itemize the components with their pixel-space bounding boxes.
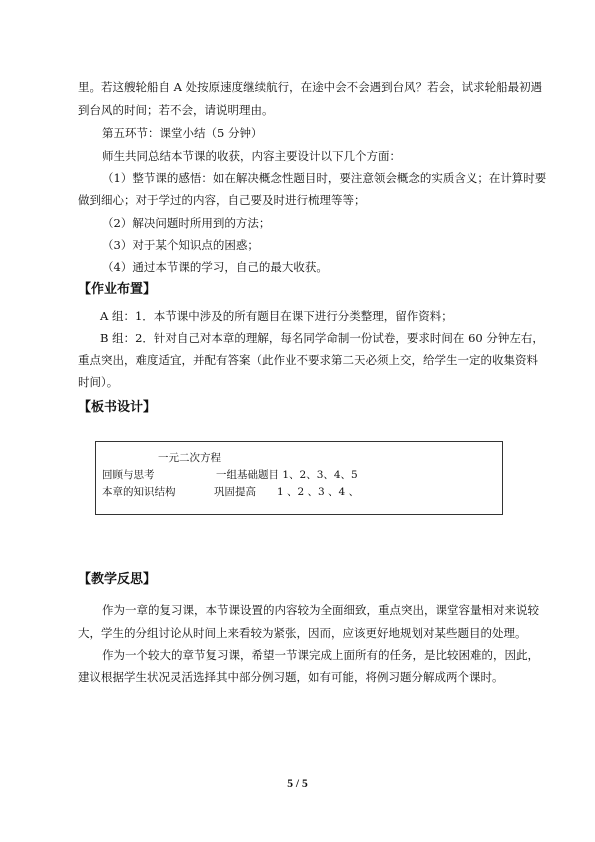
- homework-line-3: 重点突出，难度适宜，并配有答案（此作业不要求第二天必须上交，给学生一定的收集资料: [78, 353, 538, 367]
- homework-heading: 【作业布置】: [78, 282, 157, 297]
- board-row1-right: 一组基础题目 1、2、3、4、5: [216, 469, 358, 481]
- board-row2-right: 巩固提高 1 、2 、3 、4 、: [214, 486, 360, 498]
- intro-line-2: 到台风的时间；若不会，请说明理由。: [78, 103, 274, 117]
- section5-item-2: （2）解决问题时所用到的方法；: [102, 216, 271, 230]
- reflection-line-2: 大，学生的分组讨论从时间上来看较为紧张，因而，应该更好地规划对某些题目的处理。: [78, 626, 527, 640]
- page-number: 5 / 5: [287, 778, 308, 790]
- board-row1-left: 回顾与思考: [102, 469, 155, 481]
- board-title: 一元二次方程: [158, 452, 221, 464]
- board-design-box: [95, 441, 503, 515]
- section5-summary: 师生共同总结本节课的收获，内容主要设计以下几个方面：: [102, 149, 401, 163]
- board-row2-left: 本章的知识结构: [102, 486, 176, 498]
- homework-line-4: 时间）。: [78, 375, 119, 389]
- reflection-heading: 【教学反思】: [78, 572, 157, 587]
- intro-line-1: 里。若这艘轮船自 A 处按原速度继续航行，在途中会不会遇到台风？若会，试求轮船最初遇: [78, 80, 543, 94]
- section5-item-1: （1）整节课的感悟：如在解决概念性题目时，要注意领会概念的实质含义；在计算时要: [102, 171, 547, 185]
- section5-item-3: （3）对于某个知识点的困惑；: [102, 238, 259, 252]
- homework-line-1: A 组：1．本节课中涉及的所有题目在课下进行分类整理，留作资料；: [100, 309, 453, 323]
- section5-item-4: （4）通过本节课的学习，自己的最大收获。: [102, 260, 328, 274]
- reflection-line-4: 建议根据学生状况灵活选择其中部分例习题，如有可能，将例习题分解成两个课时。: [78, 670, 504, 684]
- section5-title: 第五环节：课堂小结（5 分钟）: [102, 126, 263, 140]
- reflection-line-3: 作为一个较大的章节复习课，希望一节课完成上面所有的任务，是比较困难的，因此，: [102, 648, 539, 662]
- reflection-line-1: 作为一章的复习课，本节课设置的内容较为全面细致，重点突出，课堂容量相对来说较: [102, 603, 539, 617]
- homework-line-2: B 组：2．针对自己对本章的理解，每名同学命制一份试卷，要求时间在 60 分钟左右，: [100, 331, 544, 345]
- board-heading: 【板书设计】: [78, 400, 157, 415]
- section5-item-1-cont: 做到细心；对于学过的内容，自己要及时进行梳理等等；: [78, 193, 366, 207]
